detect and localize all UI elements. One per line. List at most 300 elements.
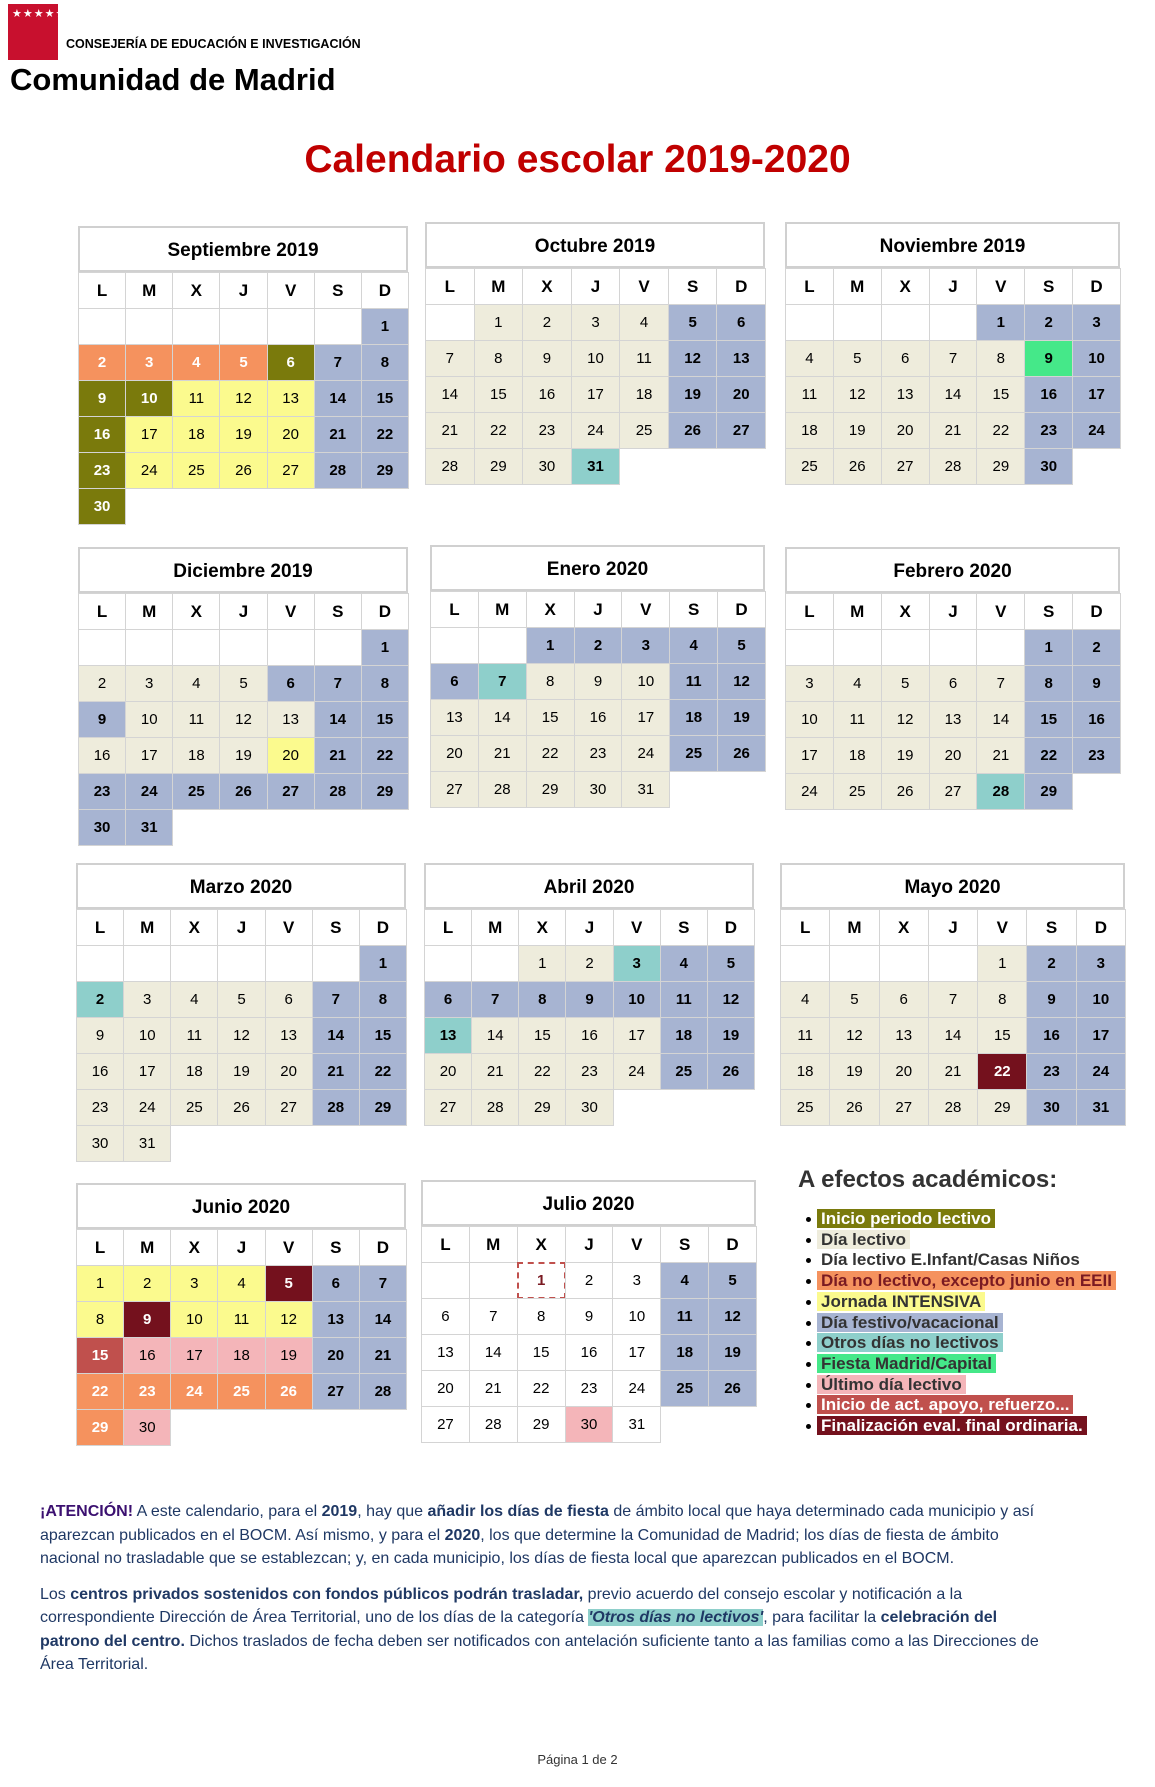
empty-cell: [265, 945, 313, 982]
empty-cell: [780, 945, 830, 982]
legend-item: [806, 1416, 1087, 1436]
day-cell: 11: [833, 701, 882, 738]
day-cell: 9: [574, 663, 623, 700]
weekday-header: D: [717, 591, 766, 628]
day-cell: 27: [881, 448, 930, 485]
weekday-header: S: [312, 909, 360, 946]
day-cell: 8: [359, 981, 407, 1018]
day-cell: 12: [881, 701, 930, 738]
day-cell: 8: [976, 340, 1025, 377]
weekday-header: L: [430, 591, 479, 628]
empty-cell: [78, 308, 126, 345]
day-cell: 24: [613, 1053, 661, 1090]
day-cell: 6: [312, 1265, 360, 1302]
day-cell: 7: [314, 344, 362, 381]
day-cell: 22: [517, 1370, 566, 1407]
day-cell: 2: [565, 1262, 614, 1299]
empty-cell: [881, 304, 930, 341]
month-title: Septiembre 2019: [78, 226, 408, 272]
day-cell: 25: [660, 1053, 708, 1090]
month-6: [785, 547, 1120, 810]
empty-cell: [312, 945, 360, 982]
month-11: [421, 1180, 756, 1443]
day-cell: 27: [430, 771, 479, 808]
day-cell: 11: [780, 1017, 830, 1054]
day-cell: 28: [425, 448, 475, 485]
empty-cell: [879, 945, 929, 982]
day-cell: 27: [265, 1089, 313, 1126]
day-cell: 23: [123, 1373, 171, 1410]
day-cell: 24: [571, 412, 621, 449]
empty-cell: [123, 945, 171, 982]
day-cell: 15: [1024, 701, 1073, 738]
day-cell: 9: [76, 1017, 124, 1054]
day-cell: 9: [565, 1298, 614, 1335]
day-cell: 18: [660, 1017, 708, 1054]
day-cell: 18: [660, 1334, 709, 1371]
empty-cell: [425, 304, 475, 341]
empty-cell: [314, 308, 362, 345]
day-cell: 8: [361, 344, 409, 381]
day-cell: 11: [170, 1017, 218, 1054]
month-5: [430, 545, 765, 808]
day-cell: 25: [172, 773, 220, 810]
day-cell: 21: [425, 412, 475, 449]
day-cell: 18: [780, 1053, 830, 1090]
day-cell: 23: [78, 773, 126, 810]
day-cell: 17: [571, 376, 621, 413]
weekday-header: M: [125, 272, 173, 309]
day-cell: 10: [125, 701, 173, 738]
legend-item: [806, 1209, 995, 1229]
weekday-header: L: [76, 1229, 124, 1266]
day-cell: 4: [172, 665, 220, 702]
month-4: [78, 547, 408, 846]
day-cell: 30: [574, 771, 623, 808]
empty-cell: [785, 304, 834, 341]
day-cell: 6: [430, 663, 479, 700]
day-cell: 1: [518, 945, 566, 982]
weekday-header: V: [613, 909, 661, 946]
day-cell: 20: [421, 1370, 470, 1407]
empty-cell: [929, 629, 978, 666]
day-cell: 5: [717, 627, 766, 664]
weekday-header: X: [170, 1229, 218, 1266]
day-cell: 4: [669, 627, 718, 664]
day-cell: 21: [976, 737, 1025, 774]
day-cell: 21: [478, 735, 527, 772]
day-cell: 31: [571, 448, 621, 485]
day-cell: 5: [265, 1265, 313, 1302]
day-cell: 25: [780, 1089, 830, 1126]
day-cell: 24: [125, 452, 173, 489]
day-cell: 29: [526, 771, 575, 808]
day-cell: 1: [474, 304, 524, 341]
day-cell: 16: [574, 699, 623, 736]
day-cell: 19: [219, 416, 267, 453]
day-cell: 9: [123, 1301, 171, 1338]
day-cell: 23: [565, 1053, 613, 1090]
day-cell: 29: [76, 1409, 124, 1446]
day-cell: 8: [361, 665, 409, 702]
day-cell: 7: [976, 665, 1025, 702]
weekday-header: M: [123, 909, 171, 946]
empty-cell: [430, 627, 479, 664]
day-cell: 20: [881, 412, 930, 449]
day-cell: 10: [785, 701, 834, 738]
day-cell: 8: [526, 663, 575, 700]
weekday-header: J: [219, 593, 267, 630]
weekday-header: J: [217, 1229, 265, 1266]
weekday-header: M: [469, 1226, 518, 1263]
weekday-header: D: [359, 1229, 407, 1266]
day-cell: 3: [612, 1262, 661, 1299]
day-cell: 13: [879, 1017, 929, 1054]
day-cell: 29: [359, 1089, 407, 1126]
weekday-header: S: [312, 1229, 360, 1266]
weekday-header: X: [881, 268, 930, 305]
day-cell: 18: [833, 737, 882, 774]
weekday-header: X: [172, 272, 220, 309]
madrid-flag-logo: [8, 4, 89, 60]
day-cell: 16: [522, 376, 572, 413]
day-cell: 19: [881, 737, 930, 774]
day-cell: 29: [474, 448, 524, 485]
weekday-header: M: [123, 1229, 171, 1266]
weekday-header: X: [518, 909, 566, 946]
weekday-header: S: [668, 268, 718, 305]
legend-label: Día festivo/vacacional: [817, 1313, 1003, 1332]
day-cell: 5: [881, 665, 930, 702]
day-cell: 25: [833, 773, 882, 810]
day-cell: 23: [1024, 412, 1073, 449]
day-cell: 1: [526, 627, 575, 664]
day-cell: 5: [219, 344, 267, 381]
day-cell: 14: [929, 376, 978, 413]
day-cell: 22: [518, 1053, 566, 1090]
region-name: Comunidad de Madrid: [10, 62, 336, 97]
day-cell: 27: [267, 452, 315, 489]
weekday-header: M: [125, 593, 173, 630]
day-cell: 16: [565, 1334, 614, 1371]
month-title: Marzo 2020: [76, 863, 406, 909]
day-cell: 13: [430, 699, 479, 736]
day-cell: 14: [471, 1017, 519, 1054]
day-cell: 29: [361, 773, 409, 810]
day-cell: 8: [517, 1298, 566, 1335]
weekday-header: M: [474, 268, 524, 305]
month-title: Febrero 2020: [785, 547, 1120, 593]
day-cell: 4: [172, 344, 220, 381]
day-cell: 19: [833, 412, 882, 449]
day-cell: 19: [265, 1337, 313, 1374]
day-cell: 17: [123, 1053, 171, 1090]
day-cell: 20: [267, 737, 315, 774]
empty-cell: [471, 945, 519, 982]
day-cell: 8: [474, 340, 524, 377]
bullet-icon: [806, 1321, 811, 1326]
day-cell: 3: [1076, 945, 1126, 982]
day-cell: 6: [716, 304, 766, 341]
day-cell: 13: [929, 701, 978, 738]
day-cell: 12: [833, 376, 882, 413]
day-cell: 25: [785, 448, 834, 485]
empty-cell: [785, 629, 834, 666]
month-title: Mayo 2020: [780, 863, 1125, 909]
day-cell: 26: [707, 1053, 755, 1090]
legend-label: Finalización eval. final ordinaria.: [817, 1416, 1087, 1435]
day-cell: 7: [471, 981, 519, 1018]
day-cell: 2: [76, 981, 124, 1018]
day-cell: 29: [977, 1089, 1027, 1126]
day-cell: 12: [707, 981, 755, 1018]
day-cell: 13: [312, 1301, 360, 1338]
day-cell: 28: [359, 1373, 407, 1410]
day-cell: 23: [565, 1370, 614, 1407]
day-cell: 16: [565, 1017, 613, 1054]
bullet-icon: [806, 1403, 811, 1408]
day-cell: 27: [879, 1089, 929, 1126]
month-title: Noviembre 2019: [785, 222, 1120, 268]
legend-label: Día no lectivo, excepto junio en EEII: [817, 1271, 1116, 1290]
bullet-icon: [806, 1217, 811, 1222]
day-cell: 5: [217, 981, 265, 1018]
day-cell: 21: [359, 1337, 407, 1374]
day-cell: 24: [125, 773, 173, 810]
bullet-icon: [806, 1383, 811, 1388]
weekday-header: S: [1024, 268, 1073, 305]
day-cell: 15: [76, 1337, 124, 1374]
day-cell: 20: [265, 1053, 313, 1090]
bullet-icon: [806, 1424, 811, 1429]
day-cell: 11: [172, 380, 220, 417]
day-cell: 3: [785, 665, 834, 702]
day-cell: 14: [976, 701, 1025, 738]
weekday-header: V: [619, 268, 669, 305]
weekday-header: V: [612, 1226, 661, 1263]
day-cell: 14: [928, 1017, 978, 1054]
day-cell: 19: [717, 699, 766, 736]
day-cell: 2: [565, 945, 613, 982]
day-cell: 7: [314, 665, 362, 702]
empty-cell: [314, 629, 362, 666]
bullet-icon: [806, 1279, 811, 1284]
day-cell: 2: [522, 304, 572, 341]
weekday-header: V: [977, 909, 1027, 946]
day-cell: 30: [1024, 448, 1073, 485]
day-cell: 2: [574, 627, 623, 664]
day-cell: 30: [78, 488, 126, 525]
day-cell: 8: [518, 981, 566, 1018]
day-cell: 25: [619, 412, 669, 449]
empty-cell: [76, 945, 124, 982]
day-cell: 6: [881, 340, 930, 377]
day-cell: 1: [1024, 629, 1073, 666]
day-cell: 8: [76, 1301, 124, 1338]
empty-cell: [833, 629, 882, 666]
empty-cell: [976, 629, 1025, 666]
day-cell: 24: [1076, 1053, 1126, 1090]
day-cell: 13: [421, 1334, 470, 1371]
day-cell: 17: [1072, 376, 1121, 413]
month-title: Octubre 2019: [425, 222, 765, 268]
weekday-header: M: [471, 909, 519, 946]
day-cell: 7: [425, 340, 475, 377]
day-cell: 26: [219, 452, 267, 489]
day-cell: 21: [469, 1370, 518, 1407]
day-cell: 11: [660, 1298, 709, 1335]
day-cell: 10: [613, 981, 661, 1018]
weekday-header: J: [565, 909, 613, 946]
day-cell: 16: [123, 1337, 171, 1374]
legend-label: Jornada INTENSIVA: [817, 1292, 985, 1311]
day-cell: 11: [172, 701, 220, 738]
day-cell: 21: [314, 737, 362, 774]
day-cell: 26: [829, 1089, 879, 1126]
day-cell: 20: [879, 1053, 929, 1090]
bullet-icon: [806, 1300, 811, 1305]
day-cell: 22: [474, 412, 524, 449]
legend-label: Día lectivo E.Infant/Casas Niños: [817, 1250, 1084, 1269]
day-cell: 5: [219, 665, 267, 702]
day-cell: 20: [430, 735, 479, 772]
day-cell: 17: [613, 1017, 661, 1054]
day-cell: 28: [314, 773, 362, 810]
day-cell: 18: [172, 416, 220, 453]
day-cell: 30: [565, 1089, 613, 1126]
day-cell: 26: [708, 1370, 757, 1407]
day-cell: 5: [833, 340, 882, 377]
flag-stars: ★★★★★★★: [12, 8, 89, 20]
day-cell: 1: [517, 1262, 566, 1299]
day-cell: 17: [170, 1337, 218, 1374]
legend-title: A efectos académicos:: [798, 1166, 1058, 1193]
day-cell: 21: [314, 416, 362, 453]
legend-item: [806, 1354, 996, 1374]
day-cell: 20: [929, 737, 978, 774]
day-cell: 30: [1026, 1089, 1076, 1126]
day-cell: 10: [1072, 340, 1121, 377]
weekday-header: M: [833, 593, 882, 630]
day-cell: 12: [219, 380, 267, 417]
weekday-header: D: [361, 272, 409, 309]
day-cell: 4: [785, 340, 834, 377]
month-3: [785, 222, 1120, 485]
day-cell: 19: [707, 1017, 755, 1054]
weekday-header: S: [1026, 909, 1076, 946]
day-cell: 19: [708, 1334, 757, 1371]
weekday-header: X: [517, 1226, 566, 1263]
weekday-header: J: [565, 1226, 614, 1263]
day-cell: 27: [424, 1089, 472, 1126]
empty-cell: [125, 308, 173, 345]
empty-cell: [424, 945, 472, 982]
day-cell: 4: [660, 1262, 709, 1299]
bullet-icon: [806, 1238, 811, 1243]
month-title: Enero 2020: [430, 545, 765, 591]
day-cell: 1: [976, 304, 1025, 341]
day-cell: 18: [785, 412, 834, 449]
day-cell: 31: [1076, 1089, 1126, 1126]
day-cell: 17: [785, 737, 834, 774]
day-cell: 15: [361, 380, 409, 417]
legend-item: [806, 1333, 1003, 1353]
day-cell: 22: [361, 416, 409, 453]
day-cell: 17: [125, 737, 173, 774]
weekday-header: V: [265, 909, 313, 946]
day-cell: 22: [76, 1373, 124, 1410]
day-cell: 24: [785, 773, 834, 810]
day-cell: 21: [312, 1053, 360, 1090]
day-cell: 24: [170, 1373, 218, 1410]
day-cell: 23: [1026, 1053, 1076, 1090]
weekday-header: L: [76, 909, 124, 946]
day-cell: 22: [976, 412, 1025, 449]
legend-item: [806, 1395, 1073, 1415]
weekday-header: J: [217, 909, 265, 946]
day-cell: 2: [1024, 304, 1073, 341]
weekday-header: D: [1076, 909, 1126, 946]
empty-cell: [829, 945, 879, 982]
day-cell: 15: [518, 1017, 566, 1054]
day-cell: 11: [217, 1301, 265, 1338]
weekday-header: D: [359, 909, 407, 946]
day-cell: 19: [668, 376, 718, 413]
day-cell: 3: [621, 627, 670, 664]
weekday-header: V: [976, 593, 1025, 630]
day-cell: 12: [217, 1017, 265, 1054]
day-cell: 3: [170, 1265, 218, 1302]
note-attention: ¡ATENCIÓN! A este calendario, para el 2019, hay que añadir los días de fiesta de ámbito local que haya determinado cada municipio y así aparezcan publicados en el BOCM. Así mismo, y para el 2020, los que determine la Comunidad de Madrid; los días de fiesta de ámbito nacional no trasladable que se establezcan; y, en cada municipio, los días de fiesta local que aparezcan publicados en el BOCM.: [40, 1503, 1035, 1567]
day-cell: 15: [517, 1334, 566, 1371]
day-cell: 9: [1072, 665, 1121, 702]
day-cell: 19: [829, 1053, 879, 1090]
legend-item: [806, 1271, 1116, 1291]
weekday-header: D: [716, 268, 766, 305]
day-cell: 21: [929, 412, 978, 449]
day-cell: 11: [669, 663, 718, 700]
day-cell: 2: [123, 1265, 171, 1302]
day-cell: 29: [1024, 773, 1073, 810]
day-cell: 6: [879, 981, 929, 1018]
day-cell: 11: [785, 376, 834, 413]
day-cell: 10: [125, 380, 173, 417]
day-cell: 15: [526, 699, 575, 736]
day-cell: 4: [217, 1265, 265, 1302]
day-cell: 10: [123, 1017, 171, 1054]
month-2: [425, 222, 765, 485]
day-cell: 23: [522, 412, 572, 449]
empty-cell: [78, 629, 126, 666]
legend-item: [806, 1313, 1003, 1333]
day-cell: 29: [517, 1406, 566, 1443]
weekday-header: S: [660, 909, 708, 946]
day-cell: 31: [612, 1406, 661, 1443]
day-cell: 11: [660, 981, 708, 1018]
day-cell: 27: [929, 773, 978, 810]
day-cell: 28: [928, 1089, 978, 1126]
day-cell: 15: [976, 376, 1025, 413]
day-cell: 15: [474, 376, 524, 413]
day-cell: 6: [421, 1298, 470, 1335]
weekday-header: X: [170, 909, 218, 946]
page-title: Calendario escolar 2019-2020: [304, 138, 851, 181]
day-cell: 17: [612, 1334, 661, 1371]
day-cell: 13: [265, 1017, 313, 1054]
weekday-header: M: [833, 268, 882, 305]
day-cell: 29: [976, 448, 1025, 485]
day-cell: 11: [619, 340, 669, 377]
